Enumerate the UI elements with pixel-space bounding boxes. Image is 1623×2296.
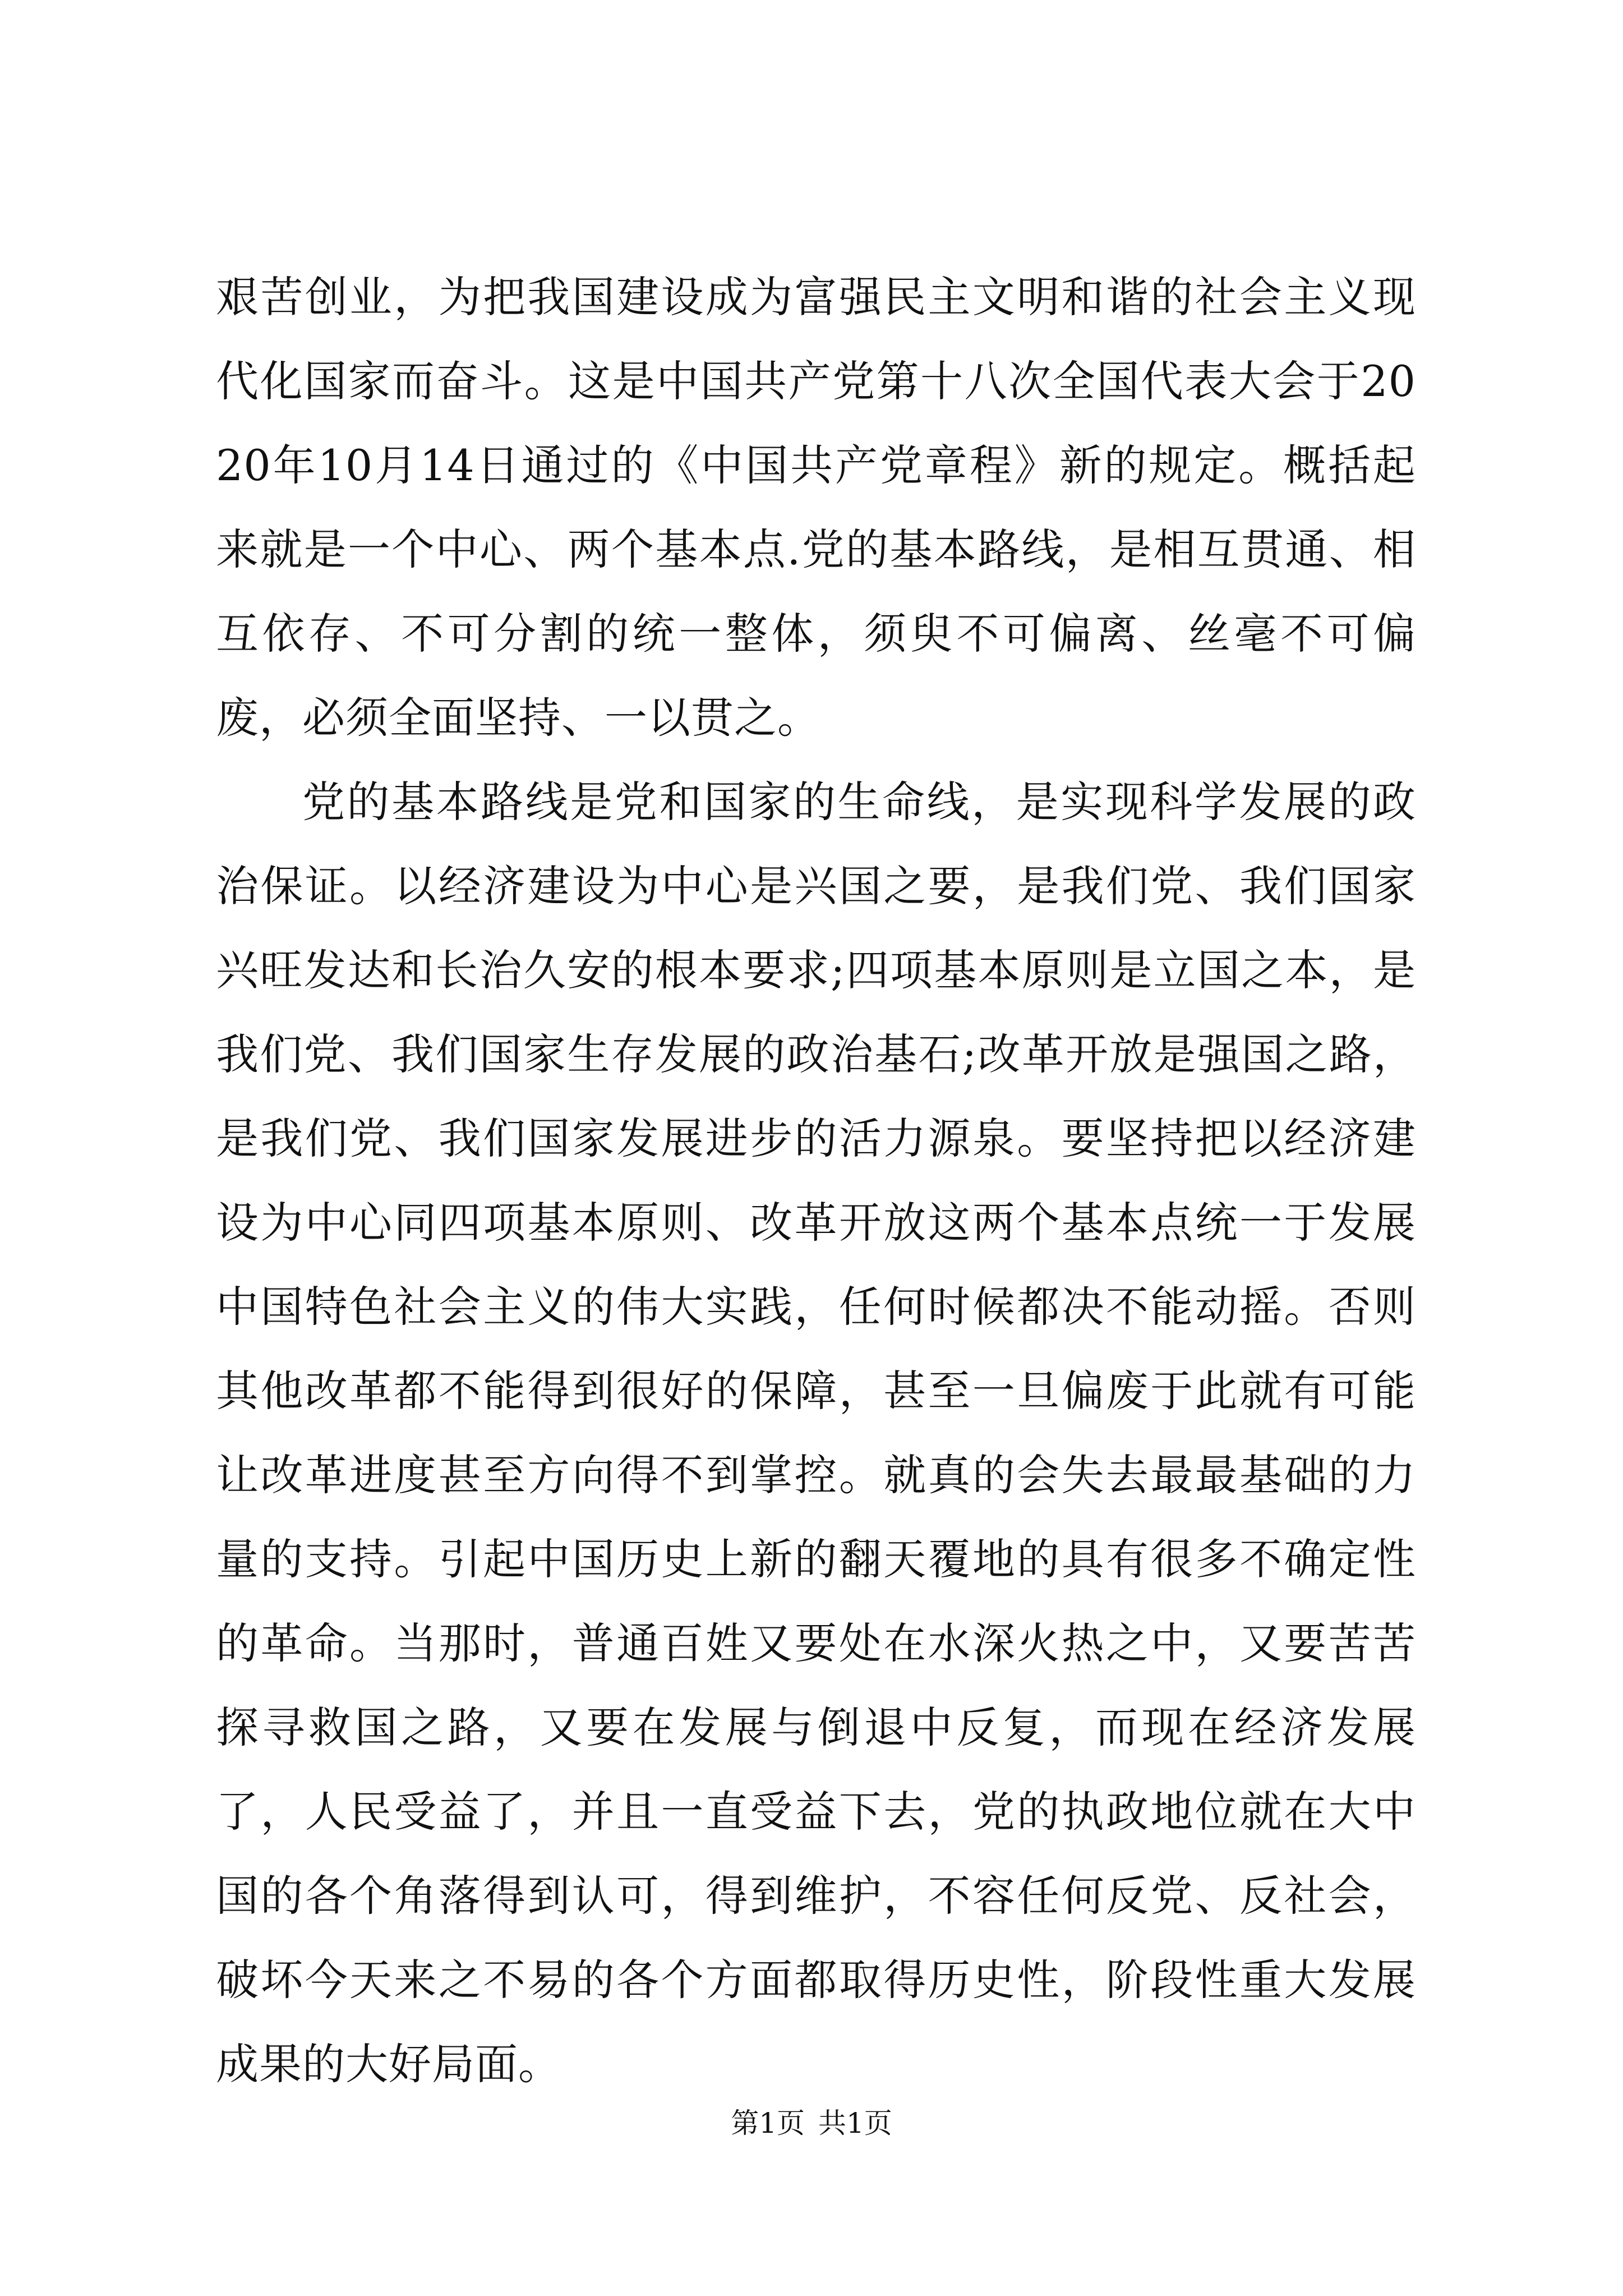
paragraph-1: 艰苦创业，为把我国建设成为富强民主文明和谐的社会主义现代化国家而奋斗。这是中国共产党第十八次全国代表大会于2020年10月14日通过的《中国共产党章程》新的规定。概括起来就是一个中心、两个基本点.党的基本路线，是相互贯通、相互依存、不可分割的统一整体，须臾不可偏离、丝毫不可偏废，必须全面坚持、一以贯之。: [216, 272, 1416, 743]
page-footer: [0, 2104, 1623, 2143]
paragraph-2: 党的基本路线是党和国家的生命线，是实现科学发展的政治保证。以经济建设为中心是兴国之要，是我们党、我们国家兴旺发达和长治久安的根本要求;四项基本原则是立国之本，是我们党、我们国家生存发展的政治基石;改革开放是强国之路，是我们党、我们国家发展进步的活力源泉。要坚持把以经济建设为中心同四项基本原则、改革开放这两个基本点统一于发展中国特色社会主义的伟大实践，任何时候都决不能动摇。否则其他改革都不能得到很好的保障，甚至一旦偏废于此就有可能让改革进度甚至方向得不到掌控。就真的会失去最最基础的力量的支持。引起中国历史上新的翻天覆地的具有很多不确定性的革命。当那时，普通百姓又要处在水深火热之中，又要苦苦探寻救国之路，又要在发展与倒退中反复，而现在经济发展了，人民受益了，并且一直受益下去，党的执政地位就在大中国的各个角落得到认可，得到维护，不容任何反党、反社会，破坏今天来之不易的各个方面都取得历史性，阶段性重大发展成果的大好局面。: [216, 777, 1416, 2089]
document-body: [216, 255, 1416, 2106]
page-number-label: 第1页: [731, 2107, 805, 2139]
page-total-label: 共1页: [818, 2107, 892, 2139]
